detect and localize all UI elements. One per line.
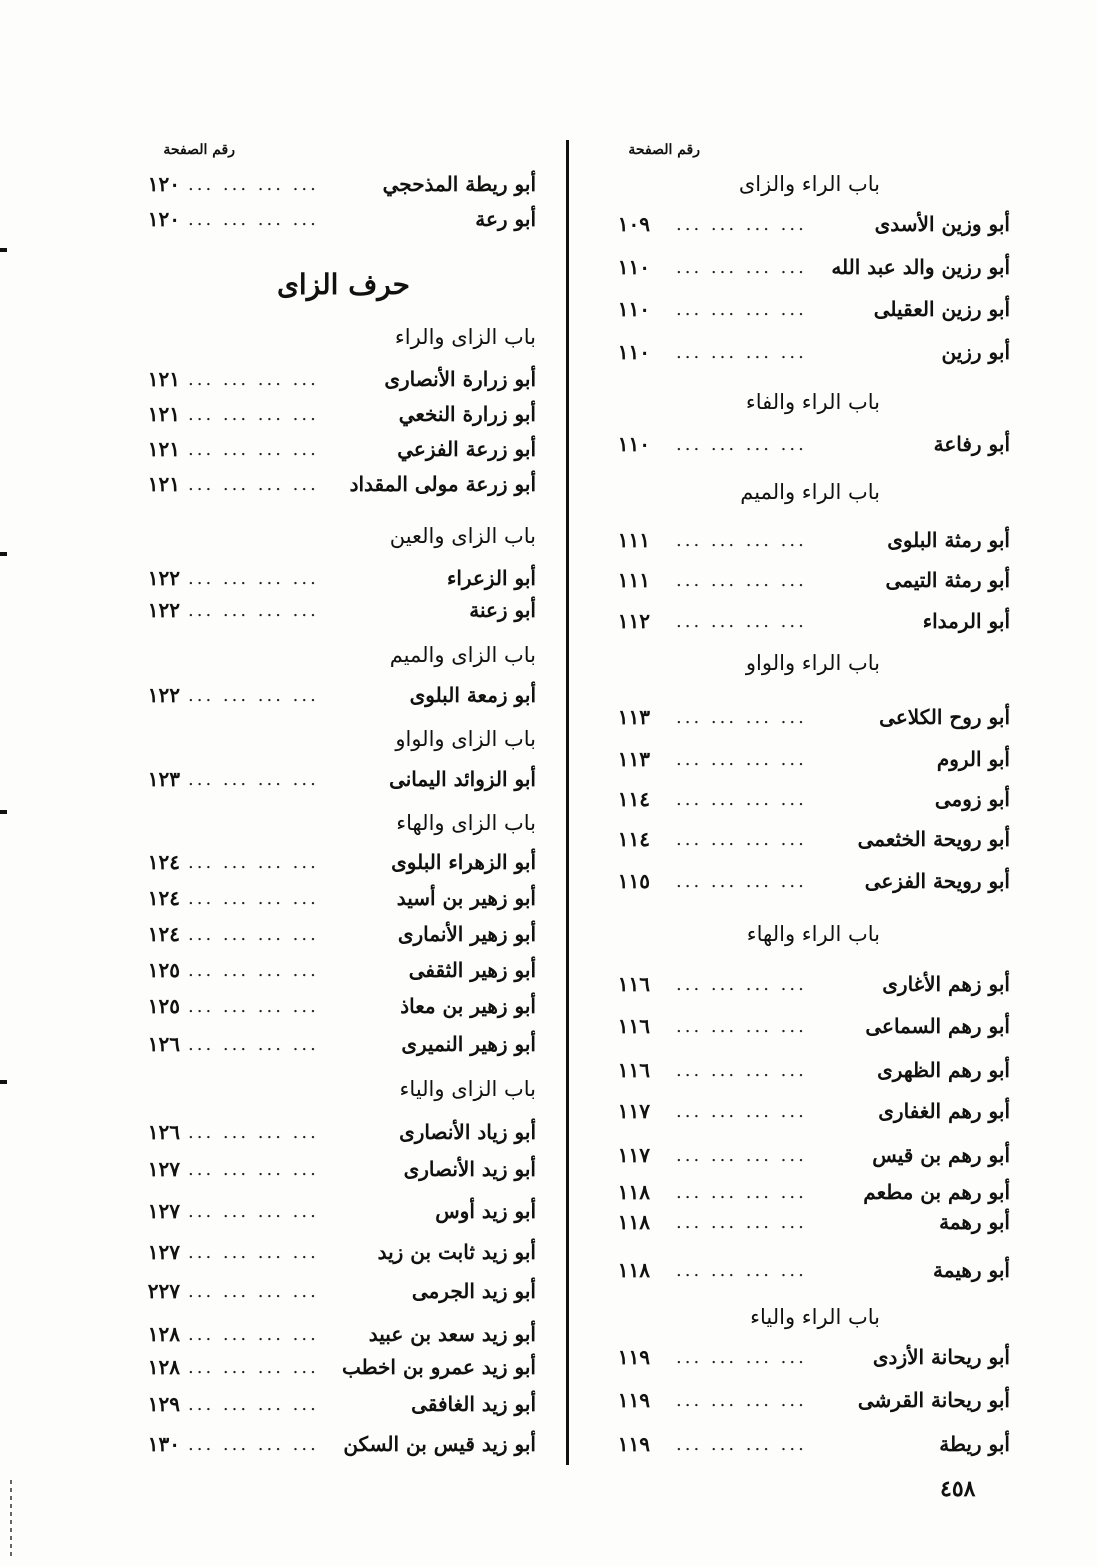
leader-dots: ... ... ... ... bbox=[676, 530, 807, 551]
leader-dots: ... ... ... ... bbox=[188, 852, 319, 873]
entry-page-number: ١٢٠ bbox=[147, 172, 180, 196]
page-number-header: رقم الصفحة bbox=[163, 142, 235, 158]
entry-page-number: ١١٩ bbox=[617, 1345, 650, 1369]
leader-dots: ... ... ... ... bbox=[188, 174, 319, 195]
index-entry bbox=[100, 402, 540, 436]
index-entry bbox=[590, 609, 1030, 643]
leader-dots: ... ... ... ... bbox=[188, 685, 319, 706]
entry-name: أبو زهير بن أسيد bbox=[396, 886, 536, 910]
leader-dots: ... ... ... ... bbox=[188, 369, 319, 390]
entry-page-number: ١٢٥ bbox=[147, 958, 180, 982]
entry-page-number: ١١٩ bbox=[617, 1388, 650, 1412]
leader-dots: ... ... ... ... bbox=[676, 1016, 807, 1037]
entry-name: أبو زياد الأنصارى bbox=[399, 1120, 536, 1144]
index-entry bbox=[590, 1014, 1030, 1048]
leader-dots: ... ... ... ... bbox=[676, 611, 807, 632]
entry-name: أبو زهير الثقفى bbox=[408, 958, 536, 982]
entry-name: أبو زهم الأغارى bbox=[882, 972, 1010, 996]
leader-dots: ... ... ... ... bbox=[676, 342, 807, 363]
leader-dots: ... ... ... ... bbox=[676, 570, 807, 591]
leader-dots: ... ... ... ... bbox=[676, 434, 807, 455]
entry-name: أبو زهير النميرى bbox=[401, 1032, 536, 1056]
entry-page-number: ١٢٧ bbox=[147, 1157, 180, 1181]
index-entry bbox=[590, 255, 1030, 289]
entry-name: أبو ريطة المذحجي bbox=[382, 172, 536, 196]
index-entry bbox=[590, 528, 1030, 562]
entry-name: أبو زرعة مولى المقداد bbox=[349, 472, 536, 496]
entry-page-number: ١٢٤ bbox=[147, 886, 180, 910]
leader-dots: ... ... ... ... bbox=[676, 1145, 807, 1166]
entry-page-number: ١١٠ bbox=[617, 297, 650, 321]
index-entry bbox=[590, 297, 1030, 331]
entry-name: أبو رمثة البلوى bbox=[887, 528, 1010, 552]
index-entry bbox=[590, 1180, 1030, 1214]
entry-page-number: ١٢٤ bbox=[147, 922, 180, 946]
entry-name: أبو زهير الأنمارى bbox=[397, 922, 536, 946]
entry-name: أبو الزعراء bbox=[446, 566, 536, 590]
entry-page-number: ١٢٨ bbox=[147, 1355, 180, 1379]
entry-page-number: ١١٣ bbox=[617, 747, 650, 771]
margin-mark bbox=[0, 810, 7, 814]
leader-dots: ... ... ... ... bbox=[676, 974, 807, 995]
entry-name: أبو زهير بن معاذ bbox=[400, 994, 536, 1018]
index-entry bbox=[100, 172, 540, 206]
index-entry bbox=[590, 1143, 1030, 1177]
leader-dots: ... ... ... ... bbox=[188, 568, 319, 589]
entry-page-number: ١١٠ bbox=[617, 340, 650, 364]
index-entry bbox=[100, 922, 540, 956]
index-entry bbox=[590, 705, 1030, 739]
index-entry bbox=[100, 1120, 540, 1154]
index-entry bbox=[590, 1345, 1030, 1379]
entry-name: أبو زرعة الفزعي bbox=[397, 437, 536, 461]
leader-dots: ... ... ... ... bbox=[676, 789, 807, 810]
entry-name: أبو زمعة البلوى bbox=[409, 683, 536, 707]
entry-page-number: ١٠٩ bbox=[617, 212, 650, 236]
entry-page-number: ١١٦ bbox=[617, 972, 650, 996]
section-heading: باب الزاى والهاء bbox=[396, 811, 536, 835]
section-heading: باب الزاى والواو bbox=[395, 727, 536, 751]
entry-name: أبو زيد قيس بن السكن bbox=[343, 1432, 536, 1456]
index-entry bbox=[100, 1279, 540, 1313]
entry-page-number: ١١٨ bbox=[617, 1180, 650, 1204]
index-entry bbox=[100, 367, 540, 401]
margin-mark bbox=[0, 248, 7, 252]
entry-page-number: ١١٩ bbox=[617, 1432, 650, 1456]
entry-page-number: ١٢١ bbox=[147, 437, 180, 461]
entry-name: أبو رفاعة bbox=[933, 432, 1010, 456]
entry-name: أبو رعة bbox=[475, 207, 536, 231]
entry-page-number: ١١٨ bbox=[617, 1210, 650, 1234]
leader-dots: ... ... ... ... bbox=[676, 1101, 807, 1122]
leader-dots: ... ... ... ... bbox=[188, 1034, 319, 1055]
entry-page-number: ١٢٣ bbox=[147, 767, 180, 791]
entry-name: أبو ريحانة الأزدى bbox=[872, 1345, 1010, 1369]
entry-name: أبو الروم bbox=[936, 747, 1010, 771]
index-entry bbox=[100, 886, 540, 920]
section-heading: باب الراء والزاى bbox=[738, 172, 880, 196]
entry-name: أبو الرمداء bbox=[922, 609, 1010, 633]
entry-page-number: ١٢٢ bbox=[147, 683, 180, 707]
right-column bbox=[590, 0, 1030, 1566]
leader-dots: ... ... ... ... bbox=[676, 1182, 807, 1203]
entry-name: أبو زيد ثابت بن زيد bbox=[377, 1240, 536, 1264]
entry-name: أبو رزين bbox=[941, 340, 1010, 364]
leader-dots: ... ... ... ... bbox=[188, 1434, 319, 1455]
leader-dots: ... ... ... ... bbox=[676, 829, 807, 850]
index-entry bbox=[100, 1355, 540, 1389]
entry-name: أبو زيد أوس bbox=[435, 1199, 536, 1223]
leader-dots: ... ... ... ... bbox=[188, 888, 319, 909]
entry-page-number: ١٢٧ bbox=[147, 1240, 180, 1264]
entry-name: أبو رهم الغفارى bbox=[878, 1099, 1010, 1123]
leader-dots: ... ... ... ... bbox=[676, 1434, 807, 1455]
entry-page-number: ١٢١ bbox=[147, 367, 180, 391]
index-entry bbox=[590, 1258, 1030, 1292]
index-entry bbox=[100, 850, 540, 884]
leader-dots: ... ... ... ... bbox=[676, 257, 807, 278]
leader-dots: ... ... ... ... bbox=[188, 1357, 319, 1378]
entry-name: أبو زيد عمرو بن اخطب bbox=[342, 1355, 536, 1379]
leader-dots: ... ... ... ... bbox=[676, 749, 807, 770]
leader-dots: ... ... ... ... bbox=[676, 707, 807, 728]
entry-page-number: ١٢١ bbox=[147, 472, 180, 496]
section-heading: باب الراء والياء bbox=[750, 1305, 880, 1329]
leader-dots: ... ... ... ... bbox=[188, 1122, 319, 1143]
entry-name: أبو رهم بن مطعم bbox=[863, 1180, 1010, 1204]
entry-page-number: ١١٦ bbox=[617, 1014, 650, 1038]
section-heading: باب الراء والهاء bbox=[746, 922, 880, 946]
index-entry bbox=[100, 683, 540, 717]
index-entry bbox=[590, 972, 1030, 1006]
index-entry bbox=[100, 1240, 540, 1274]
section-heading: باب الزاى والياء bbox=[399, 1077, 536, 1101]
section-heading: باب الزاى والعين bbox=[389, 524, 536, 548]
entry-name: أبو زيد سعد بن عبيد bbox=[368, 1322, 536, 1346]
entry-name: أبو رهم بن قيس bbox=[872, 1143, 1010, 1167]
leader-dots: ... ... ... ... bbox=[676, 1260, 807, 1281]
entry-name: أبو زومى bbox=[934, 787, 1010, 811]
leader-dots: ... ... ... ... bbox=[188, 404, 319, 425]
index-entry bbox=[100, 1199, 540, 1233]
entry-name: أبو ريحانة القرشى bbox=[857, 1388, 1010, 1412]
leader-dots: ... ... ... ... bbox=[676, 871, 807, 892]
index-entry bbox=[100, 1432, 540, 1466]
entry-page-number: ١٢٤ bbox=[147, 850, 180, 874]
entry-name: أبو رهم السماعى bbox=[865, 1014, 1010, 1038]
entry-page-number: ١١١ bbox=[617, 568, 650, 592]
index-entry bbox=[100, 472, 540, 506]
entry-page-number: ١٣٠ bbox=[147, 1432, 180, 1456]
section-heading: باب الراء والواو bbox=[745, 651, 880, 675]
entry-page-number: ١٢٦ bbox=[147, 1120, 180, 1144]
leader-dots: ... ... ... ... bbox=[676, 1212, 807, 1233]
leader-dots: ... ... ... ... bbox=[676, 214, 807, 235]
entry-name: أبو الزوائد اليمانى bbox=[389, 767, 536, 791]
leader-dots: ... ... ... ... bbox=[188, 209, 319, 230]
entry-name: أبو زعنة bbox=[469, 598, 536, 622]
page-number-header: رقم الصفحة bbox=[628, 142, 700, 158]
index-entry bbox=[100, 1032, 540, 1066]
entry-page-number: ١٢٢ bbox=[147, 598, 180, 622]
margin-mark bbox=[0, 1080, 7, 1084]
entry-page-number: ١١٧ bbox=[617, 1143, 650, 1167]
entry-page-number: ٢٢٧ bbox=[147, 1279, 180, 1303]
entry-name: أبو الزهراء البلوى bbox=[391, 850, 536, 874]
entry-name: أبو رهمة bbox=[939, 1210, 1010, 1234]
entry-page-number: ١٢٠ bbox=[147, 207, 180, 231]
leader-dots: ... ... ... ... bbox=[188, 1394, 319, 1415]
index-entry bbox=[590, 212, 1030, 246]
index-entry bbox=[100, 1392, 540, 1426]
entry-page-number: ١١٢ bbox=[617, 609, 650, 633]
margin-mark bbox=[0, 552, 7, 556]
index-entry bbox=[100, 207, 540, 241]
index-entry bbox=[100, 1157, 540, 1191]
index-entry bbox=[590, 1210, 1030, 1244]
leader-dots: ... ... ... ... bbox=[188, 1201, 319, 1222]
entry-page-number: ١١٣ bbox=[617, 705, 650, 729]
index-entry bbox=[590, 787, 1030, 821]
entry-name: أبو رزين والد عبد الله bbox=[831, 255, 1010, 279]
entry-page-number: ١٢٢ bbox=[147, 566, 180, 590]
leader-dots: ... ... ... ... bbox=[188, 960, 319, 981]
entry-name: أبو ريطة bbox=[939, 1432, 1010, 1456]
section-heading: باب الزاى والراء bbox=[394, 325, 536, 349]
index-entry bbox=[100, 437, 540, 471]
index-entry bbox=[100, 566, 540, 600]
left-column bbox=[100, 0, 540, 1566]
index-entry bbox=[590, 1432, 1030, 1466]
leader-dots: ... ... ... ... bbox=[188, 769, 319, 790]
leader-dots: ... ... ... ... bbox=[188, 996, 319, 1017]
leader-dots: ... ... ... ... bbox=[188, 924, 319, 945]
chapter-heading: حرف الزاى bbox=[277, 268, 410, 301]
leader-dots: ... ... ... ... bbox=[188, 1324, 319, 1345]
index-entry bbox=[590, 1099, 1030, 1133]
index-entry bbox=[100, 958, 540, 992]
index-entry bbox=[590, 340, 1030, 374]
index-entry bbox=[590, 827, 1030, 861]
entry-page-number: ١٢٧ bbox=[147, 1199, 180, 1223]
scan-edge-line bbox=[10, 1480, 12, 1560]
entry-name: أبو رويحة الفزعى bbox=[864, 869, 1010, 893]
entry-page-number: ١٢٩ bbox=[147, 1392, 180, 1416]
entry-name: أبو رهم الظهرى bbox=[877, 1058, 1010, 1082]
section-heading: باب الزاى والميم bbox=[389, 643, 536, 667]
entry-name: أبو روح الكلاعى bbox=[879, 705, 1010, 729]
entry-name: أبو زرارة النخعي bbox=[398, 402, 536, 426]
leader-dots: ... ... ... ... bbox=[676, 1347, 807, 1368]
index-entry bbox=[590, 568, 1030, 602]
entry-name: أبو زرارة الأنصارى bbox=[384, 367, 536, 391]
leader-dots: ... ... ... ... bbox=[188, 439, 319, 460]
entry-page-number: ١١٥ bbox=[617, 869, 650, 893]
entry-page-number: ١٢٨ bbox=[147, 1322, 180, 1346]
entry-page-number: ١١٧ bbox=[617, 1099, 650, 1123]
entry-page-number: ١٢١ bbox=[147, 402, 180, 426]
index-entry bbox=[100, 767, 540, 801]
leader-dots: ... ... ... ... bbox=[188, 1281, 319, 1302]
entry-name: أبو زيد الغافقى bbox=[411, 1392, 536, 1416]
section-heading: باب الراء والفاء bbox=[745, 390, 880, 414]
entry-name: أبو رويحة الخثعمى bbox=[857, 827, 1010, 851]
index-entry bbox=[590, 869, 1030, 903]
index-entry bbox=[590, 1058, 1030, 1092]
entry-page-number: ١١٨ bbox=[617, 1258, 650, 1282]
section-heading: باب الراء والميم bbox=[740, 480, 880, 504]
column-divider bbox=[566, 140, 569, 1465]
leader-dots: ... ... ... ... bbox=[188, 474, 319, 495]
page-folio: ٤٥٨ bbox=[940, 1476, 976, 1502]
entry-page-number: ١١٤ bbox=[617, 827, 650, 851]
entry-page-number: ١٢٥ bbox=[147, 994, 180, 1018]
entry-page-number: ١١٠ bbox=[617, 255, 650, 279]
index-entry bbox=[590, 1388, 1030, 1422]
entry-name: أبو زيد الجرمى bbox=[411, 1279, 536, 1303]
entry-name: أبو رزين العقيلى bbox=[873, 297, 1010, 321]
entry-page-number: ١١١ bbox=[617, 528, 650, 552]
leader-dots: ... ... ... ... bbox=[676, 299, 807, 320]
entry-name: أبو رمثة التيمى bbox=[885, 568, 1010, 592]
index-entry bbox=[100, 598, 540, 632]
leader-dots: ... ... ... ... bbox=[188, 1159, 319, 1180]
leader-dots: ... ... ... ... bbox=[188, 1242, 319, 1263]
entry-name: أبو زيد الأنصارى bbox=[403, 1157, 536, 1181]
entry-name: أبو رهيمة bbox=[933, 1258, 1010, 1282]
leader-dots: ... ... ... ... bbox=[676, 1060, 807, 1081]
index-entry bbox=[100, 994, 540, 1028]
index-entry bbox=[590, 432, 1030, 466]
entry-page-number: ١١٤ bbox=[617, 787, 650, 811]
index-entry bbox=[590, 747, 1030, 781]
index-entry bbox=[100, 1322, 540, 1356]
entry-name: أبو وزين الأسدى bbox=[874, 212, 1010, 236]
entry-page-number: ١١٦ bbox=[617, 1058, 650, 1082]
entry-page-number: ١٢٦ bbox=[147, 1032, 180, 1056]
leader-dots: ... ... ... ... bbox=[188, 600, 319, 621]
leader-dots: ... ... ... ... bbox=[676, 1390, 807, 1411]
entry-page-number: ١١٠ bbox=[617, 432, 650, 456]
